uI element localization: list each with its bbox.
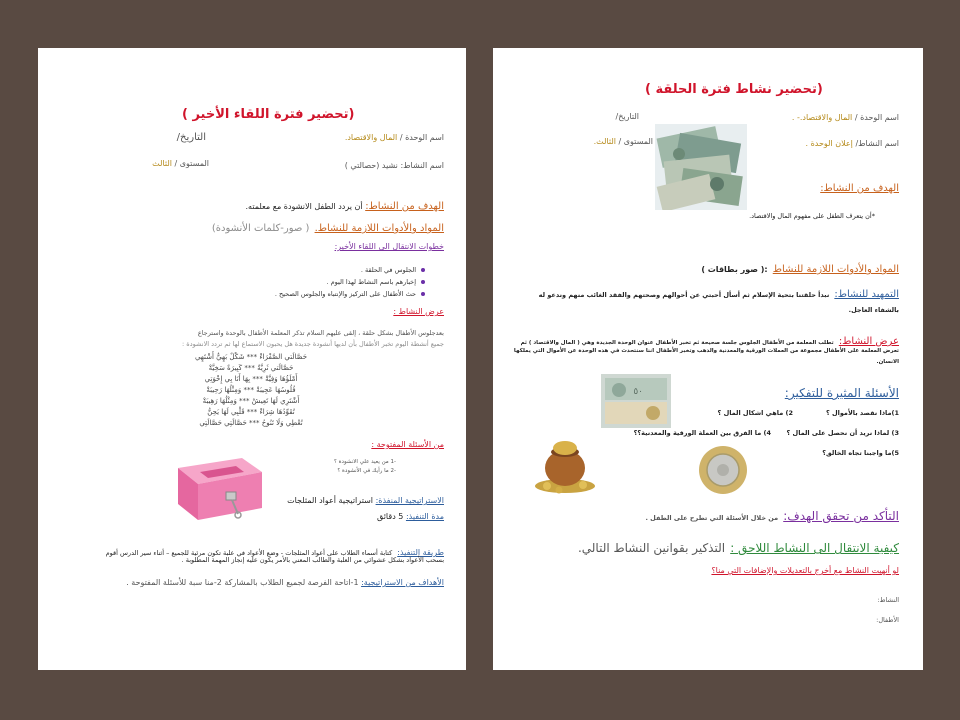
left-level-value: الثالث bbox=[152, 159, 172, 168]
left-steps-heading: خطوات الانتقال الى اللقاء الأخير: bbox=[334, 242, 444, 251]
left-goals-row bbox=[126, 578, 444, 587]
left-time-row bbox=[377, 512, 444, 521]
poem-line: أَشْتَرِي لَهَا تَعِيشْ *** وَمِثْلُهَا رَهِيبَةْ bbox=[202, 397, 300, 405]
right-materials-text: :( صور بطاقات ) bbox=[701, 265, 768, 274]
right-transition-label: كيفية الانتقال الى النشاط اللاحق : bbox=[730, 541, 899, 555]
left-poem bbox=[176, 352, 326, 429]
right-end-text: لو أنهيت النشاط مع أخرج بالتعديلات والإضافات التي منا؟ bbox=[711, 566, 899, 575]
left-step-item: حث الأطفال على التركيز والإنتباه والجلوس الصحيح . bbox=[275, 290, 426, 298]
open-question-item: -2 ما رأيك في الأنشودة ؟ bbox=[337, 468, 396, 474]
poem-line: حَصَّالَتي ثَرِيَّةٌ *** كَبِيرَةٌ سَخِيَّةْ bbox=[208, 364, 294, 372]
left-unit-row bbox=[345, 133, 444, 142]
left-present-line2: جميع أنشطة اليوم تخبر الأطفال بأن لديها أنشودة جديدة هل يحبون الاستماع لها ثم تردد الانشودة : bbox=[182, 340, 444, 348]
right-intro-row bbox=[539, 282, 899, 301]
left-materials-text: ( صور-كلمات الأنشودة) bbox=[211, 223, 310, 234]
right-transition-row bbox=[578, 537, 899, 556]
left-strategy-row bbox=[287, 496, 444, 505]
left-goal-row bbox=[245, 201, 444, 212]
poem-line: أَمْلَؤُهَا وَفِيَّةْ *** بِهَا أَنَا بِي إِخْوَتِي bbox=[204, 375, 298, 383]
left-materials-row bbox=[212, 216, 444, 235]
left-step-item: إخبارهم باسم النشاط لهذا اليوم . bbox=[275, 278, 426, 286]
right-intro-line2: بالشفاء العاجل. bbox=[848, 306, 899, 314]
coin-image bbox=[697, 444, 749, 496]
left-goal-label: الهدف من النشاط: bbox=[365, 201, 444, 212]
left-method-label: طريقة التنفيذ: bbox=[397, 548, 444, 557]
right-activity-value: إعلان الوحدة . bbox=[805, 139, 853, 148]
right-unit-label: اسم الوحدة / bbox=[854, 113, 899, 122]
right-question-3: 3) لماذا نريد أن نحصل على المال ؟ bbox=[786, 429, 899, 437]
right-transition-text: التذكير بقوانين النشاط التالي. bbox=[577, 541, 726, 555]
left-unit-label: اسم الوحدة / bbox=[399, 133, 444, 142]
right-goal-label: الهدف من النشاط: bbox=[820, 183, 899, 194]
left-time-label: مدة التنفيذ: bbox=[405, 512, 444, 521]
left-level-label: المستوى / bbox=[174, 159, 209, 168]
left-method-line2: بسحب الأعواد بشكل عشوائي من العلبة والطالب المعني بالأمر يكون عليه إنجاز المهمة المطلوبة . bbox=[181, 556, 444, 564]
right-present-row bbox=[521, 329, 899, 348]
banknotes-image bbox=[655, 124, 747, 210]
right-level-row bbox=[594, 137, 653, 146]
right-unit-row bbox=[792, 113, 899, 122]
left-present-heading: عرض النشاط : bbox=[393, 307, 444, 316]
right-activity-footer: النشاط: bbox=[877, 596, 899, 604]
left-unit-value: المال والاقتصاد. bbox=[344, 133, 398, 142]
right-unit-value: المال والاقتصاد.- . bbox=[791, 113, 853, 122]
left-goals-label: الأهداف من الاستراتيجية: bbox=[361, 578, 444, 587]
right-verify-text: من خلال الأسئلة التي تطرح على الطفل . bbox=[645, 514, 779, 522]
right-present-line2: تعرض المعلمة على الأطفال مجموعة من العملات الورقية والمعدنية والذهب وتخبر الأطفال اننا سنتحدث في هذه الوحدة عن الأموال التي يملكها bbox=[513, 348, 899, 354]
left-time-value: 5 دقائق bbox=[377, 512, 404, 521]
right-question-5: 5)ما واجبنا تجاه الخالق؟ bbox=[822, 449, 899, 457]
right-level-value: الثالث. bbox=[593, 137, 616, 146]
right-goal-text: *أن يتعرف الطفل على مفهوم المال والاقتصاد. bbox=[749, 212, 875, 220]
left-document-page bbox=[38, 48, 466, 670]
right-level-label: المستوى / bbox=[618, 137, 653, 146]
left-activity-row bbox=[345, 161, 444, 170]
poem-line: تُعْطِي وَلَا تَنُوحُ *** حَصَّالَتِي حَصَّالَتِي bbox=[199, 419, 303, 427]
left-activity-label: اسم النشاط: bbox=[400, 161, 444, 170]
right-question-2: 2) ماهي اشكال المال ؟ bbox=[717, 409, 793, 417]
left-strategy-label: الاستراتيجية المنفذة: bbox=[375, 496, 444, 505]
right-document-page bbox=[493, 48, 923, 670]
svg-text:٥٠: ٥٠ bbox=[633, 387, 643, 397]
left-date-label: التاريخ/ bbox=[176, 132, 206, 143]
left-activity-value: نشيد (حصالتي ) bbox=[344, 161, 398, 170]
cash-box-image bbox=[172, 454, 264, 526]
right-verify-row bbox=[645, 505, 899, 524]
left-materials-label: المواد والأدوات اللازمة للنشاط. bbox=[314, 223, 444, 234]
right-think-heading: الأسئلة المثيرة للتفكير: bbox=[784, 386, 899, 400]
right-present-label: عرض النشاط: bbox=[838, 336, 899, 347]
left-goals-text: 1-اتاحة الفرصة لجميع الطلاب بالمشاركة 2-منا سبة للأسئلة المفتوحة . bbox=[126, 578, 359, 587]
poem-line: حَصَّالَتي الصَّفْرَاءْ *** شَكْلٌ بَهِيٌّ أَشْتَهِي bbox=[194, 353, 308, 361]
left-steps-list bbox=[275, 266, 426, 302]
right-intro-label: التمهيد للنشاط: bbox=[834, 289, 899, 300]
left-method-line1: كتابة أسماء الطلاب على أعواد المثلجات - وضع الأعواد في علبة تكون مرئية للجميع – أثناء سير الدرس أقوم bbox=[105, 549, 393, 557]
right-date-label: التاريخ/ bbox=[615, 112, 639, 121]
left-present-line1: بعدجلوس الأطفال بشكل حلقة ، إلقى عليهم السلام تذكر المعلمة الأطفال بالوحدة واسترجاع bbox=[197, 329, 444, 337]
left-strategy-value: استراتيجية أعواد المثلجات bbox=[287, 496, 374, 505]
left-open-questions bbox=[334, 458, 396, 476]
right-question-4: 4) ما الفرق بين العملة الورقية والمعدنية؟؟ bbox=[633, 429, 771, 437]
right-intro-line1: نبدأ حلقتنا بتحية الإسلام ثم أسأل أحبتي عن أحوالهم وصحتهم والفقد الغائب منهم وندعو له bbox=[538, 291, 830, 299]
right-present-line3: الانسان. bbox=[876, 359, 899, 365]
right-activity-row bbox=[806, 139, 900, 148]
open-question-item: -1 من يعيد علي الانشودة ؟ bbox=[334, 459, 396, 465]
left-level-row bbox=[152, 159, 209, 168]
poem-line: فُلُوسُهَا عَجِيبَةْ *** وَمِثْلُهَا رَحِيبَةْ bbox=[206, 386, 296, 394]
poem-line: تُقَوِّدُهَا شِرَاءْ *** قَلْبِي لَهَا يَحِنُّ bbox=[207, 408, 295, 416]
left-open-q-heading: من الأسئلة المفتوحة : bbox=[371, 440, 444, 449]
right-materials-label: المواد والأدوات اللازمة للنشاط bbox=[772, 264, 899, 275]
right-question-1: 1)ماذا نقصد بالأموال ؟ bbox=[825, 409, 899, 417]
gold-coins-pot-image bbox=[533, 428, 597, 494]
right-verify-label: التأكد من تحقق الهدف: bbox=[783, 509, 899, 523]
left-goal-text: أن يردد الطفل الانشودة مع معلمته. bbox=[245, 202, 363, 211]
left-title: (تحضير فترة اللقاء الأخير ) bbox=[182, 107, 355, 122]
left-step-item: الجلوس في الحلقة . bbox=[275, 266, 426, 274]
right-activity-label: اسم النشاط/ bbox=[855, 139, 899, 148]
right-present-line1: تطلب المعلمة من الأطفال الجلوس جلسة صحيحة ثم تخبر الأطفال عنوان الوحدة الجديدة وهي ( المال والاقتصاد ) ثم bbox=[520, 340, 834, 346]
paper-money-image bbox=[599, 370, 673, 432]
right-title: (تحضير نشاط فترة الحلقة ) bbox=[645, 82, 823, 97]
right-materials-row bbox=[701, 257, 899, 276]
right-children-footer: الأطفال: bbox=[876, 616, 899, 624]
